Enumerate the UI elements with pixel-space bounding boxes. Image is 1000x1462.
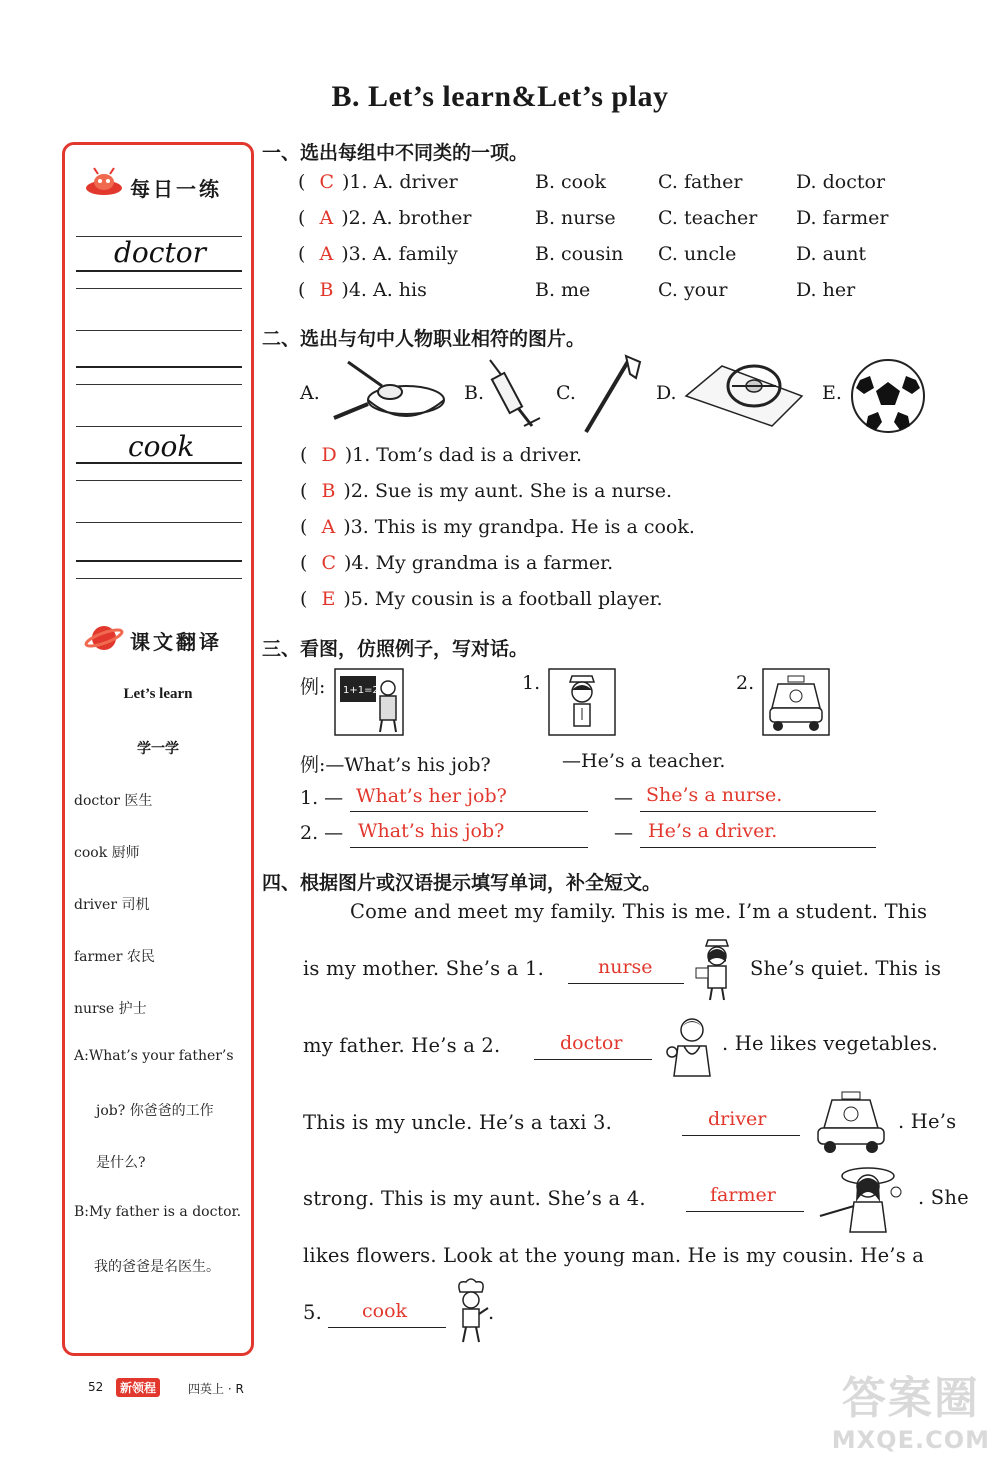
answer-2-question: What’s his job?	[358, 820, 505, 842]
pic-label-a: A.	[300, 382, 320, 404]
ufo-icon	[84, 166, 124, 202]
answer-mark: A	[319, 207, 334, 229]
answer-2-num: 2. —	[300, 822, 344, 844]
s2-row-3: ( A )3. This is my grandpa. He is a cook.	[300, 516, 695, 538]
pic-label-d: D.	[656, 382, 677, 404]
ruled-line	[76, 384, 242, 385]
answer-mark: D	[321, 444, 337, 466]
translation-heading: 课文翻译	[130, 630, 222, 654]
passage-line: . He likes vegetables.	[722, 1032, 939, 1055]
answer-1-dash: —	[614, 787, 633, 809]
watermark-title: 答案圈	[841, 1373, 980, 1424]
vocab-item: cook 厨师	[74, 845, 140, 861]
section-1-heading: 一、选出每组中不同类的一项。	[262, 142, 529, 164]
section-2-heading: 二、选出与句中人物职业相符的图片。	[262, 328, 586, 350]
option-c: C. your	[658, 279, 728, 301]
planet-icon	[84, 620, 124, 656]
passage-line: This is my uncle. He’s a taxi 3.	[303, 1111, 613, 1134]
dialog-line: job? 你爸爸的工作	[96, 1103, 214, 1119]
picture-2-label: 2.	[736, 672, 755, 694]
answer-1-question: What’s her job?	[356, 785, 507, 807]
answer-mark: C	[321, 552, 336, 574]
ruled-line	[76, 270, 242, 272]
vocab-item: nurse 护士	[74, 1001, 147, 1017]
option-d: D. farmer	[796, 207, 889, 229]
s1-row-4: ( B )4. A. his	[298, 279, 427, 301]
passage-line: . He’s	[898, 1110, 957, 1133]
brand-logo: 新领程	[116, 1378, 160, 1397]
passage-line: She’s quiet. This is	[750, 957, 942, 980]
passage-line: strong. This is my aunt. She’s a 4.	[303, 1187, 646, 1210]
frying-pan-icon	[328, 356, 448, 428]
row-text: )3. This is my grandpa. He is a cook.	[343, 516, 695, 538]
answer-mark: C	[319, 171, 334, 193]
vocab-item: farmer 农民	[74, 949, 155, 965]
row-text: )1. A. driver	[342, 171, 458, 193]
dialog-line: A:What’s your father’s	[74, 1048, 234, 1064]
s2-row-1: ( D )1. Tom’s dad is a driver.	[300, 444, 583, 466]
row-text: )5. My cousin is a football player.	[343, 588, 663, 610]
s1-row-3: ( A )3. A. family	[298, 243, 458, 265]
taxi-icon	[812, 1090, 890, 1154]
title-amp: &	[511, 80, 538, 113]
football-icon	[848, 358, 928, 434]
answer-1-num: 1. —	[300, 787, 344, 809]
nurse-picture	[548, 668, 616, 736]
farmer-icon	[814, 1162, 904, 1234]
s2-row-4: ( C )4. My grandma is a farmer.	[300, 552, 614, 574]
pic-label-b: B.	[464, 382, 485, 404]
learn-subheading: 学一学	[137, 741, 179, 757]
ruled-line	[76, 560, 242, 562]
s2-row-2: ( B )2. Sue is my aunt. She is a nurse.	[300, 480, 673, 502]
row-text: )1. Tom’s dad is a driver.	[344, 444, 583, 466]
practice-word-2: cook	[128, 430, 195, 463]
row-text: )4. My grandma is a farmer.	[344, 552, 614, 574]
option-b: B. cousin	[535, 243, 624, 265]
option-c: C. uncle	[658, 243, 737, 265]
watermark-url: MXQE.COM	[831, 1426, 990, 1454]
dialog-line: 是什么?	[96, 1155, 146, 1171]
answer-mark: A	[319, 243, 334, 265]
hoe-icon	[578, 352, 648, 436]
steering-wheel-icon	[682, 356, 806, 430]
answer-mark: B	[319, 279, 334, 301]
blank-3-answer: driver	[708, 1108, 767, 1130]
answer-2-dash: —	[614, 822, 633, 844]
pic-label-c: C.	[556, 382, 576, 404]
option-d: D. doctor	[796, 171, 886, 193]
example-question: 例:—What’s his job?	[300, 754, 491, 776]
answer-1-reply: She’s a nurse.	[646, 784, 783, 806]
section-3-heading: 三、看图，仿照例子，写对话。	[262, 638, 529, 660]
dialog-line: 我的爸爸是名医生。	[94, 1259, 220, 1275]
passage-line: likes flowers. Look at the young man. He is my cousin. He’s a	[303, 1244, 925, 1267]
example-label: 例:	[300, 676, 326, 698]
ruled-line	[76, 578, 242, 579]
option-c: C. father	[658, 171, 743, 193]
section-4-heading: 四、根据图片或汉语提示填写单词，补全短文。	[262, 872, 662, 894]
ruled-line	[76, 426, 242, 427]
passage-line: . She	[918, 1186, 969, 1209]
blank-1-answer: nurse	[598, 956, 653, 978]
s1-row-2: ( A )2. A. brother	[298, 207, 472, 229]
doctor-icon	[660, 1012, 720, 1078]
passage-line: 5.	[303, 1301, 323, 1324]
ruled-line	[76, 288, 242, 289]
answer-2-reply: He’s a driver.	[648, 820, 778, 842]
page-number: 52	[88, 1380, 104, 1394]
title-main: B. Let’s learn	[331, 80, 512, 113]
grade-label: 四英上 · R	[188, 1382, 244, 1396]
passage-line: Come and meet my family. This is me. I’m a student. This	[350, 900, 928, 923]
practice-word-1: doctor	[114, 236, 206, 269]
ruled-line	[76, 480, 242, 481]
cook-icon	[450, 1278, 495, 1346]
passage-line: my father. He’s a 2.	[303, 1034, 501, 1057]
row-text: )2. Sue is my aunt. She is a nurse.	[343, 480, 673, 502]
dialog-line: B:My father is a doctor.	[74, 1204, 242, 1220]
board-text: 1+1=2	[343, 685, 379, 696]
example-answer: —He’s a teacher.	[562, 750, 726, 772]
vocab-item: doctor 医生	[74, 793, 153, 809]
answer-mark: A	[321, 516, 336, 538]
s1-row-1: ( C )1. A. driver	[298, 171, 458, 193]
syringe-icon	[484, 356, 544, 432]
teacher-picture	[334, 668, 404, 736]
lets-learn-subheading: Let’s learn	[123, 686, 193, 702]
ruled-line	[76, 366, 242, 368]
row-text: )3. A. family	[341, 243, 458, 265]
watermark	[832, 1362, 990, 1454]
blank-4-answer: farmer	[710, 1184, 776, 1206]
row-text: )4. A. his	[341, 279, 427, 301]
passage-line: is my mother. She’s a 1.	[303, 957, 544, 980]
vocab-item: driver 司机	[74, 897, 150, 913]
blank-2-answer: doctor	[560, 1032, 623, 1054]
row-text: )2. A. brother	[341, 207, 472, 229]
answer-mark: E	[321, 588, 336, 610]
option-b: B. nurse	[535, 207, 616, 229]
s2-row-5: ( E )5. My cousin is a football player.	[300, 588, 663, 610]
blank-5-answer: cook	[362, 1300, 408, 1322]
pic-label-e: E.	[822, 382, 842, 404]
option-c: C. teacher	[658, 207, 758, 229]
daily-practice-heading: 每日一练	[130, 177, 222, 201]
ruled-line	[76, 522, 242, 523]
page-title	[0, 80, 1000, 114]
option-d: D. aunt	[796, 243, 867, 265]
option-b: B. me	[535, 279, 591, 301]
title-rest: Let’s play	[537, 80, 669, 113]
taxi-picture	[762, 668, 830, 736]
nurse-icon	[692, 938, 742, 1002]
picture-1-label: 1.	[522, 672, 541, 694]
answer-mark: B	[321, 480, 336, 502]
option-b: B. cook	[535, 171, 607, 193]
ruled-line	[76, 330, 242, 331]
passage-line: .	[488, 1301, 495, 1324]
option-d: D. her	[796, 279, 856, 301]
